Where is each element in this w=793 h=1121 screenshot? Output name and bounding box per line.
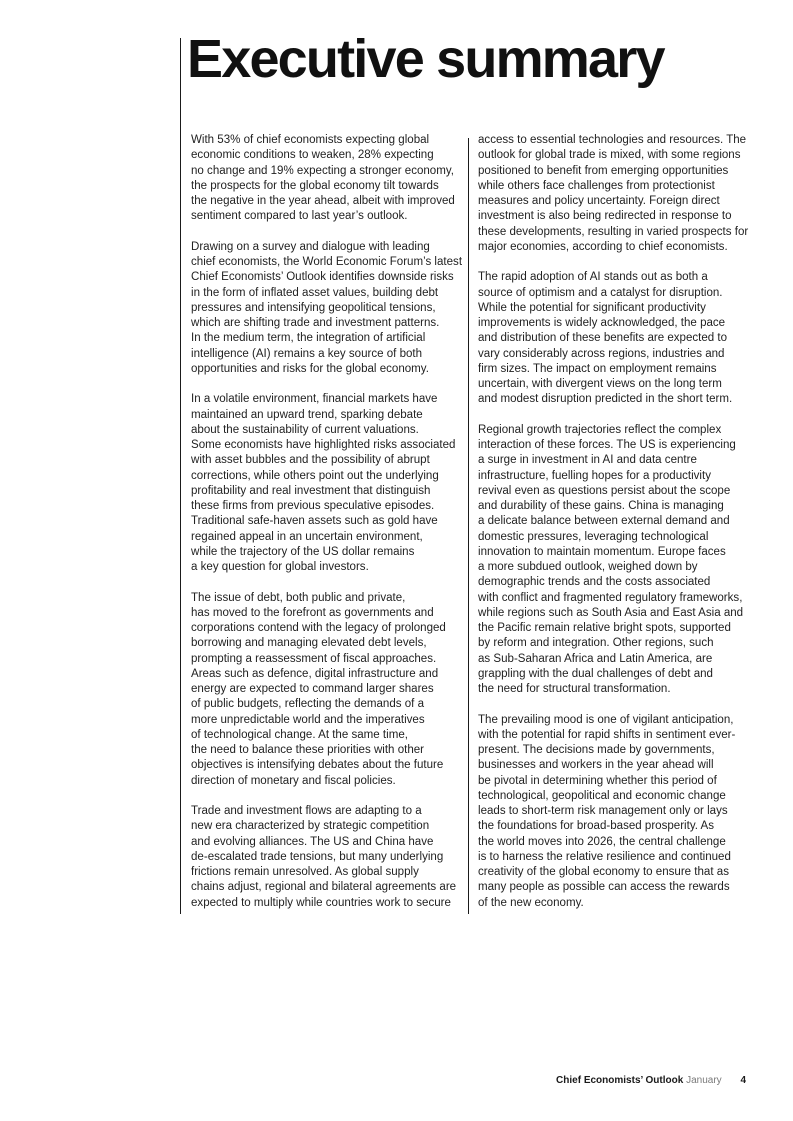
text-line: corrections, while others point out the underlying <box>191 469 439 482</box>
text-line: leads to short-term risk management only or lays <box>478 805 728 817</box>
text-line: While the potential for significant productivity <box>478 301 706 314</box>
text-line: the Pacific remain relative bright spots, supported <box>478 622 731 634</box>
text-line: more unpredictable world and the imperatives <box>191 713 425 726</box>
text-line: by reform and integration. Other regions, such <box>478 637 714 650</box>
text-line: is to harness the relative resilience and continued <box>478 850 731 863</box>
text-line: which are shifting trade and investment patterns. <box>191 317 440 329</box>
text-line: these firms from previous speculative episodes. <box>191 500 435 512</box>
text-line: interaction of these forces. The US is experiencing <box>478 439 736 451</box>
text-line: and durability of these gains. China is managing <box>478 500 724 512</box>
text-line: chains adjust, regional and bilateral agreements are <box>191 881 457 894</box>
page-footer <box>556 1075 746 1086</box>
text-line: The prevailing mood is one of vigilant anticipation, <box>478 713 734 726</box>
text-line: investment is also being redirected in response to <box>478 210 732 223</box>
text-line: domestic pressures, leveraging technological <box>478 530 709 543</box>
text-line: opportunities and risks for the global economy. <box>191 362 429 375</box>
text-line: be pivotal in determining whether this period of <box>478 774 717 787</box>
text-line: Drawing on a survey and dialogue with leading <box>191 240 430 253</box>
right-column <box>478 133 750 926</box>
text-line: the need to balance these priorities with other <box>191 744 425 756</box>
text-line: In the medium term, the integration of artificial <box>191 332 426 345</box>
footer-publication: Chief Economists’ Outlook <box>556 1075 684 1086</box>
page-number: 4 <box>740 1075 746 1086</box>
text-line: Trade and investment flows are adapting to a <box>191 805 422 817</box>
text-line: maintained an upward trend, sparking debate <box>191 408 423 421</box>
text-line: uncertain, with divergent views on the long term <box>478 378 722 390</box>
text-line: as Sub-Saharan Africa and Latin America, are <box>478 652 713 665</box>
paragraph <box>191 240 467 377</box>
text-line: improvements is widely acknowledged, the pace <box>478 317 726 329</box>
text-line: and distribution of these benefits are expected to <box>478 332 728 345</box>
text-line: In a volatile environment, financial markets have <box>191 393 438 406</box>
text-line: while others face challenges from protectionist <box>478 179 715 192</box>
text-line: technological, geopolitical and economic change <box>478 789 726 802</box>
text-line: a key question for global investors. <box>191 561 369 573</box>
text-line: direction of monetary and fiscal policies. <box>191 774 396 787</box>
paragraph <box>478 133 750 255</box>
text-line: Chief Economists’ Outlook identifies downside risks <box>191 271 454 284</box>
text-line: new era characterized by strategic competition <box>191 820 430 833</box>
text-line: the negative in the year ahead, albeit with improved <box>191 195 455 207</box>
text-line: with conflict and fragmented regulatory frameworks, <box>478 591 743 604</box>
text-line: economic conditions to weaken, 28% expecting <box>191 149 434 162</box>
text-line: With 53% of chief economists expecting global <box>191 134 430 146</box>
text-line: profitability and real investment that distinguish <box>191 484 431 497</box>
text-line: while the trajectory of the US dollar remains <box>191 545 415 558</box>
text-line: of public budgets, reflecting the demands of a <box>191 698 425 711</box>
text-line: and evolving alliances. The US and China have <box>191 835 434 848</box>
text-line: in the form of inflated asset values, building debt <box>191 286 439 299</box>
text-line: pressures and intensifying geopolitical tensions, <box>191 301 436 314</box>
text-line: regained appeal in an uncertain environment, <box>191 530 423 543</box>
paragraph <box>478 713 750 911</box>
footer-month: January <box>686 1075 722 1086</box>
text-line: Traditional safe-haven assets such as gold have <box>191 515 438 528</box>
text-line: with asset bubbles and the possibility of abrupt <box>191 454 430 467</box>
text-line: the world moves into 2026, the central challenge <box>478 835 726 848</box>
text-line: present. The decisions made by governments, <box>478 744 715 756</box>
text-line: the need for structural transformation. <box>478 683 671 695</box>
paragraph <box>478 270 750 407</box>
text-line: prompting a reassessment of fiscal approaches. <box>191 652 437 665</box>
text-line: and modest disruption predicted in the short term. <box>478 393 733 406</box>
left-column <box>191 133 467 926</box>
text-line: about the sustainability of current valuations. <box>191 423 419 436</box>
text-line: access to essential technologies and resources. The <box>478 134 747 146</box>
text-line: a surge in investment in AI and data centre <box>478 454 697 467</box>
text-line: innovation to maintain momentum. Europe faces <box>478 545 726 558</box>
text-line: positioned to benefit from emerging opportunities <box>478 164 729 177</box>
text-line: major economies, according to chief economists. <box>478 240 728 253</box>
text-line: infrastructure, fuelling hopes for a productivity <box>478 469 711 482</box>
text-line: grappling with the dual challenges of debt and <box>478 667 713 680</box>
text-line: vary considerably across regions, industries and <box>478 347 725 360</box>
text-line: sentiment compared to last year’s outlook. <box>191 210 408 223</box>
text-line: The issue of debt, both public and private, <box>191 591 406 604</box>
text-line: source of optimism and a catalyst for disruption. <box>478 286 723 299</box>
text-line: creativity of the global economy to ensure that as <box>478 866 729 878</box>
text-line: demographic trends and the costs associated <box>478 576 711 589</box>
text-line: The rapid adoption of AI stands out as both a <box>478 271 708 284</box>
page-title: Executive summary <box>187 29 664 89</box>
text-line: Areas such as defence, digital infrastructure and <box>191 667 439 680</box>
text-line: energy are expected to command larger shares <box>191 683 434 695</box>
text-line: of the new economy. <box>478 896 584 909</box>
text-line: the foundations for broad-based prosperity. As <box>478 820 715 833</box>
text-line: outlook for global trade is mixed, with some regions <box>478 149 741 162</box>
text-line: intelligence (AI) remains a key source of both <box>191 347 423 360</box>
text-line: chief economists, the World Economic Forum’s latest <box>191 256 463 268</box>
text-line: a delicate balance between external demand and <box>478 515 730 528</box>
text-line: borrowing and managing elevated debt levels, <box>191 637 427 650</box>
paragraph <box>191 591 467 789</box>
text-line: objectives is intensifying debates about the future <box>191 759 444 772</box>
paragraph <box>478 423 750 698</box>
text-line: of technological change. At the same time, <box>191 728 408 741</box>
paragraph <box>191 133 467 225</box>
text-line: measures and policy uncertainty. Foreign direct <box>478 195 720 207</box>
text-line: Regional growth trajectories reflect the complex <box>478 423 722 436</box>
text-line: firm sizes. The impact on employment remains <box>478 362 717 375</box>
paragraph <box>191 804 467 911</box>
text-line: the prospects for the global economy tilt towards <box>191 179 439 192</box>
column-rule <box>468 138 469 914</box>
text-line: corporations contend with the legacy of prolonged <box>191 622 446 634</box>
text-line: Some economists have highlighted risks associated <box>191 439 456 451</box>
text-line: no change and 19% expecting a stronger economy, <box>191 164 454 177</box>
text-line: de-escalated trade tensions, but many underlying <box>191 850 444 863</box>
text-line: has moved to the forefront as governments and <box>191 606 434 619</box>
text-line: with the potential for rapid shifts in sentiment ever- <box>478 728 736 741</box>
text-line: many people as possible can access the rewards <box>478 881 730 894</box>
text-line: while regions such as South Asia and East Asia and <box>478 606 744 619</box>
paragraph <box>191 392 467 575</box>
text-line: these developments, resulting in varied prospects for <box>478 225 749 238</box>
text-line: a more subdued outlook, weighed down by <box>478 561 698 573</box>
text-line: expected to multiply while countries work to secure <box>191 896 451 909</box>
text-line: businesses and workers in the year ahead will <box>478 759 714 772</box>
text-line: revival even as questions persist about the scope <box>478 484 731 497</box>
text-line: frictions remain unresolved. As global supply <box>191 866 419 878</box>
title-rule <box>180 38 181 914</box>
